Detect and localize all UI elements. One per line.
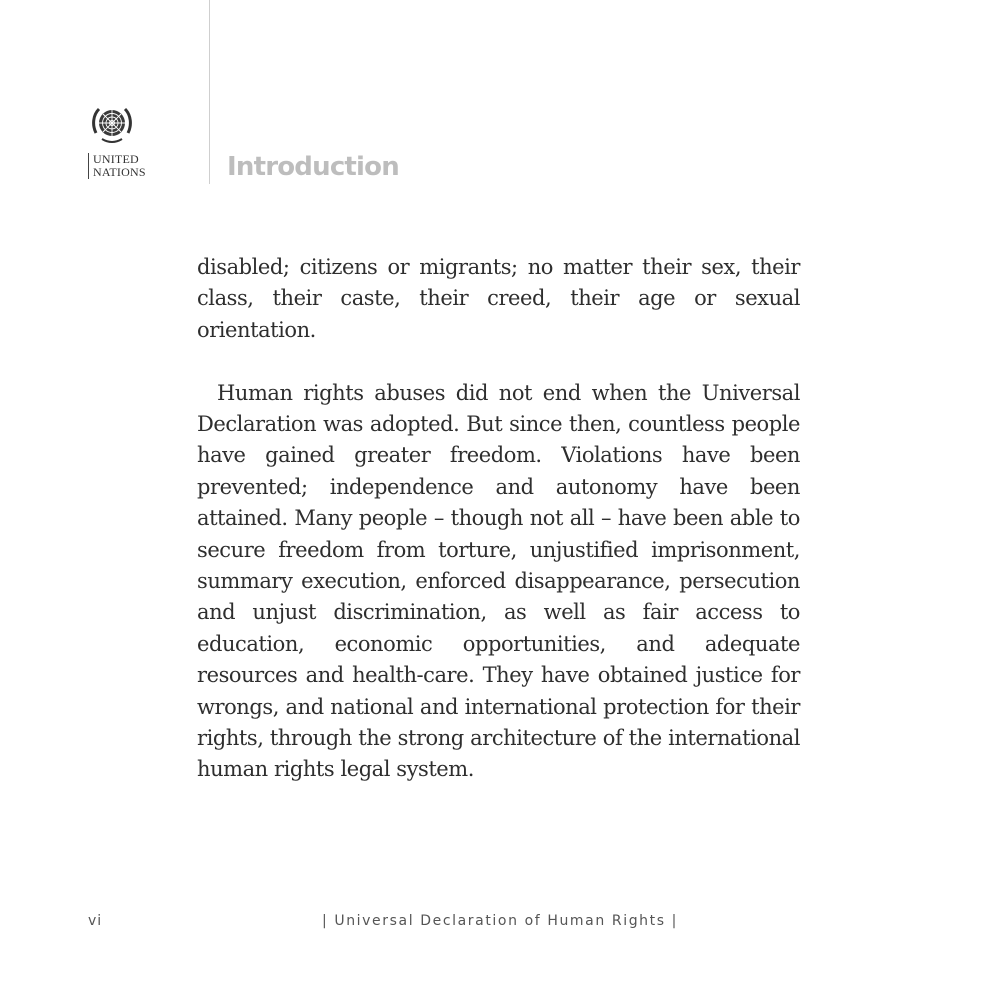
un-emblem-icon xyxy=(88,103,136,147)
org-name-line-1: UNITED xyxy=(93,152,139,166)
running-footer-title: | Universal Declaration of Human Rights | xyxy=(321,913,679,929)
header-divider xyxy=(209,0,210,184)
paragraph: disabled; citizens or migrants; no matter their sex, their class, their caste, their creed, their age or sexual orientation. xyxy=(197,255,800,342)
org-name-line-2: NATIONS xyxy=(93,165,146,179)
page-number: vi xyxy=(88,913,103,929)
section-title: Introduction xyxy=(227,152,399,182)
body-text xyxy=(197,252,800,786)
paragraph: Human rights abuses did not end when the Universal Declaration was adopted. But since then, countless people have gained greater freedom. Violations have been prevented; independence and autonomy have been attained. Many people – though not all – have been able to secure freedom from torture, unjustified imprisonment, summary execution, enforced disappearance, persecution and unjust discrimination, as well as fair access to education, economic opportunities, and adequate resources and health-care. They have obtained justice for wrongs, and national and international protection for their rights, through the strong architecture of the international human rights legal system. xyxy=(197,380,800,782)
un-wordmark xyxy=(88,153,146,179)
